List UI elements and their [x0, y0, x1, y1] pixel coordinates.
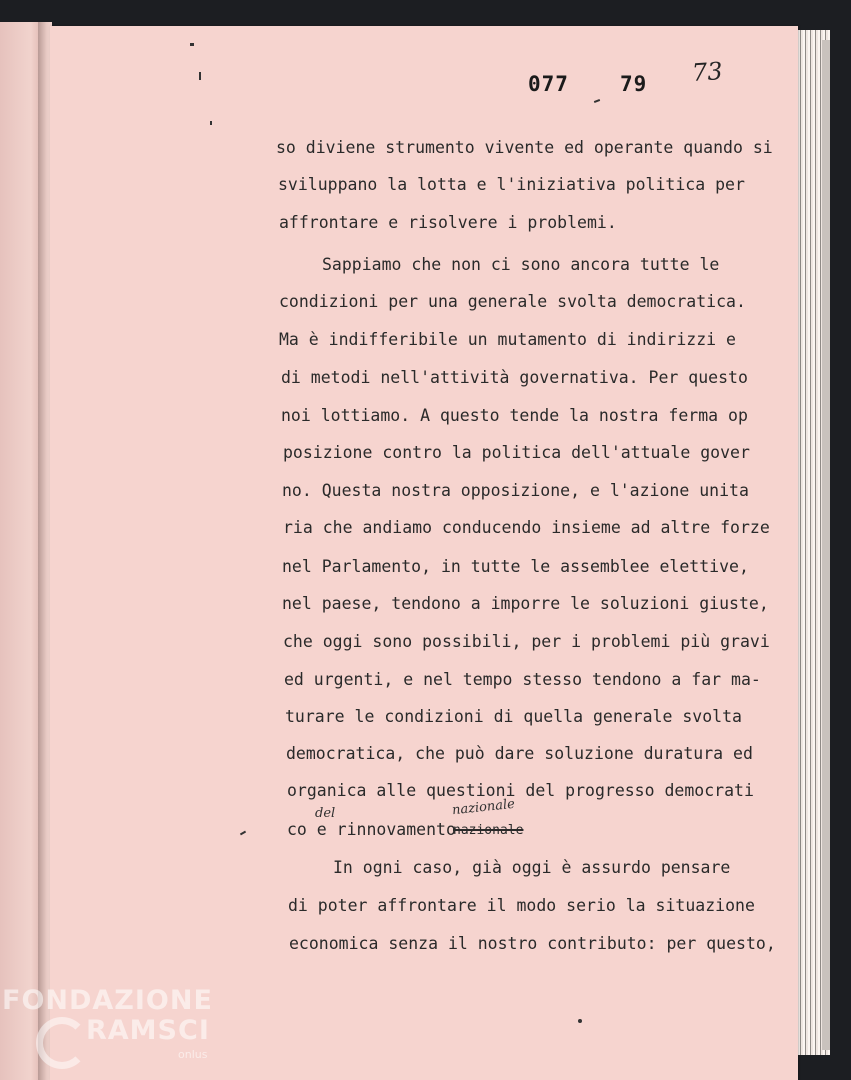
handwritten-folio-number: 73 [691, 56, 724, 88]
watermark-line1: FONDAZIONE [2, 985, 213, 1016]
fondazione-gramsci-watermark [2, 985, 232, 1080]
archive-number-first: 077 [528, 72, 569, 96]
text-line: democratica, che può dare soluzione duratura ed [286, 744, 753, 763]
text-line: In ogni caso, già oggi è assurdo pensare [333, 858, 731, 877]
text-line: Sappiamo che non ci sono ancora tutte le [322, 255, 720, 274]
text-line: nel Parlamento, in tutte le assemblee elettive, [282, 557, 749, 576]
watermark-line2: RAMSCI [86, 1015, 210, 1046]
watermark-sub: onlus [178, 1048, 208, 1061]
text-line: turare le condizioni di quella generale svolta [285, 707, 742, 726]
struck-through-word: nazionale [453, 823, 524, 838]
text-line: condizioni per una generale svolta democratica. [279, 292, 746, 311]
text-line: ria che andiamo conducendo insieme ad altre forze [283, 518, 770, 537]
text-line: affrontare e risolvere i problemi. [279, 213, 617, 232]
text-line: co e rinnovamento [287, 820, 456, 839]
text-line: noi lottiamo. A questo tende la nostra ferma op [281, 406, 748, 425]
text-line: nel paese, tendono a imporre le soluzioni giuste, [282, 594, 769, 613]
text-line: di poter affrontare il modo serio la situazione [288, 896, 755, 915]
text-line: organica alle questioni del progresso democrati [287, 781, 754, 800]
text-line: ed urgenti, e nel tempo stesso tendono a far ma- [284, 670, 761, 689]
archive-number-second: 79 [620, 72, 648, 96]
text-line: no. Questa nostra opposizione, e l'azione unita [282, 481, 749, 500]
watermark-g-icon [36, 1017, 88, 1069]
text-line: che oggi sono possibili, per i problemi più gravi [283, 632, 770, 651]
text-line: di metodi nell'attività governativa. Per questo [281, 368, 748, 387]
text-line: economica senza il nostro contributo: per questo, [289, 934, 776, 953]
text-line: so diviene strumento vivente ed operante quando si [276, 138, 773, 157]
handwritten-insertion-nazionale: nazionale [451, 796, 516, 819]
text-line: Ma è indifferibile un mutamento di indirizzi e [279, 330, 736, 349]
text-line: sviluppano la lotta e l'iniziativa politica per [278, 175, 745, 194]
text-line: posizione contro la politica dell'attuale gover [283, 443, 750, 462]
handwritten-insertion-del: del [315, 806, 336, 821]
